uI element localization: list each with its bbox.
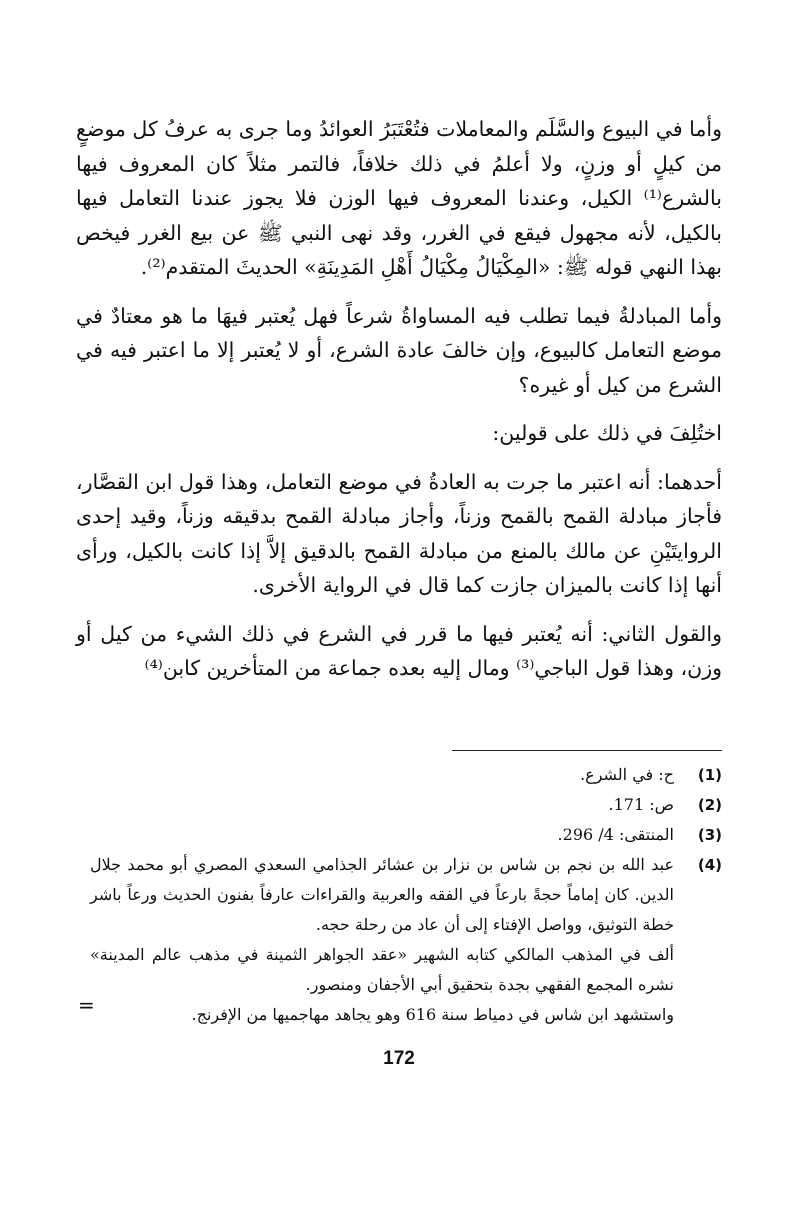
footnote-number: (3): [697, 826, 722, 844]
footnote-3: [90, 820, 722, 850]
paragraph-1: وأما في البيوع والسَّلَم والمعاملات فتُعْتَبَرُ العوائدُ وما جرى به عرفُ كل موضعٍ من كيلٍ أو وزنٍ، ولا أعلمُ في ذلك خلافاً، فالتمر مثلاً كان المعروف فيها بالشرع⁽¹⁾ الكيل، وعندنا المعروف فيها الوزن فلا يجوز عندنا التعامل فيها بالكيل، لأنه مجهول فيقع في الغرر، وقد نهى النبي ﷺ عن بيع الغرر فيخص بهذا النهي قوله ﷺ: «المِكْيَالُ مِكْيَالُ أَهْلِ المَدِينَةِ» الحديثَ المتقدم⁽²⁾.: [76, 117, 722, 279]
continuation-mark: =: [78, 993, 95, 1017]
footnote-text: واستشهد ابن شاس في دمياط سنة 616 وهو يجاهد مهاجميها من الإفرنج.: [191, 1005, 674, 1024]
footnote-text: المنتقى: 4/ 296.: [557, 825, 674, 844]
footnote-text: عبد الله بن نجم بن شاس بن نزار بن عشائر الجذامي السعدي المصري أبو محمد جلال الدين. كان إماماً حجةً بارعاً في الفقه والعربية والقراءات عارفاً بفنون الحديث ورعاً باشر خطة التوثيق، وواصل الإفتاء إلى أن عاد من رحلة حجه.: [90, 855, 674, 934]
paragraph-2: وأما المبادلةُ فيما تطلب فيه المساواةُ شرعاً فهل يُعتبر فيهَا ما هو معتادٌ في موضع التعامل كالبيوع، وإن خالفَ عادة الشرع، أو لا يُعتبر إلا ما اعتبر فيه في الشرع من كيل أو غيره؟: [76, 303, 722, 397]
footnote-text: ص: 171.: [608, 795, 674, 814]
paragraph-4: أحدهما: أنه اعتبر ما جرت به العادةُ في موضع التعامل، وهذا قول ابن القصَّار، فأجاز مبادلة القمح بالقمح وزناً، وأجاز مبادلة القمح بدقيقه وزناً، وقيد إحدى الروايتَيْنِ عن مالك بالمنع من مبادلة القمح بالدقيق إلاَّ إذا كانت بالكيل، ورأى أنها إذا كانت بالميزان جازت كما قال في الرواية الأخرى.: [76, 469, 722, 597]
footnote-number: (2): [697, 796, 722, 814]
footnote-number: (1): [697, 766, 722, 784]
main-text: [76, 112, 722, 686]
footnotes: [90, 760, 722, 1030]
paragraph-3: اختُلِفَ في ذلك على قولين:: [492, 421, 722, 445]
footnote-2: [90, 790, 722, 820]
footnote-number: (4): [697, 856, 722, 874]
footnote-1: [90, 760, 722, 790]
footnote-text: ألف في المذهب المالكي كتابه الشهير «عقد الجواهر الثمينة في مذهب عالم المدينة» نشره المجمع الفقهي بجدة بتحقيق أبي الأجفان ومنصور.: [90, 945, 674, 994]
footnote-4: [90, 850, 722, 1030]
page-number: 172: [383, 1048, 415, 1069]
footnote-text: ح: في الشرع.: [580, 765, 674, 784]
paragraph-5: والقول الثاني: أنه يُعتبر فيها ما قرر في الشرع في ذلك الشيء من كيل أو وزن، وهذا قول الباجي⁽³⁾ ومال إليه بعده جماعة من المتأخرين كابن⁽⁴⁾: [76, 621, 722, 680]
footnote-separator: [452, 750, 722, 751]
